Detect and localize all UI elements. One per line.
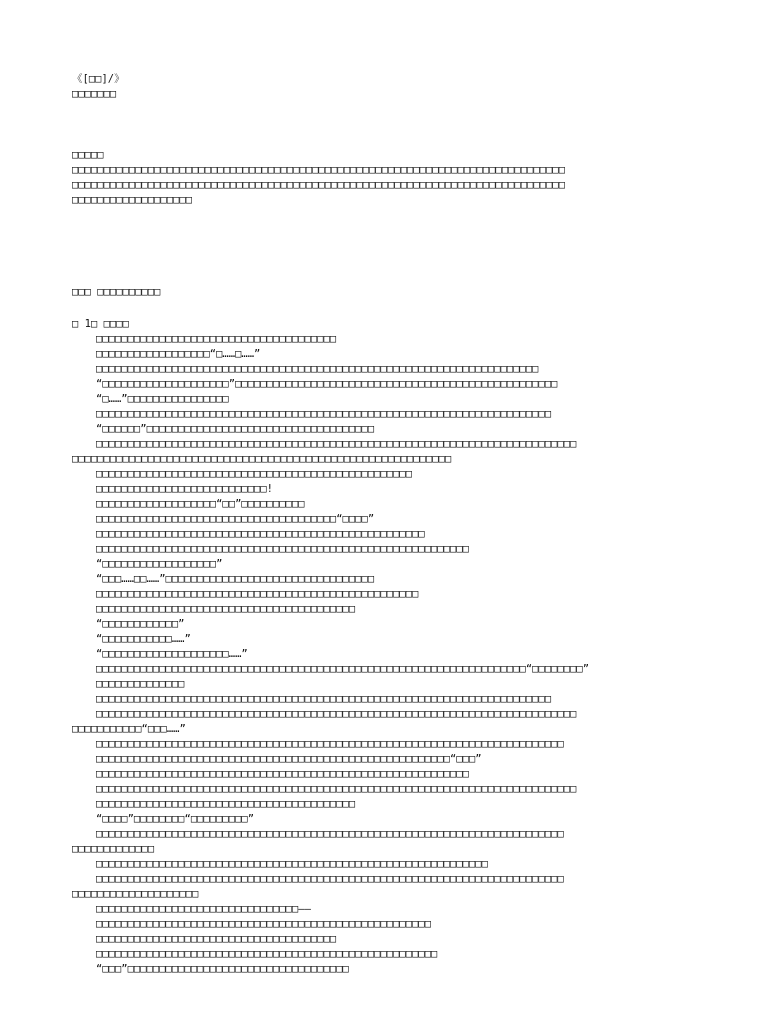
paragraph-line: □□□□□□□□□□□□□□□□□□“□……□……” xyxy=(96,348,261,360)
intro-line: □□□□□□□□□□□□□□□□□□□□□□□□□□□□□□□□□□□□□□□□□□□□□□□□□□□□□□□□□□□□□□□□□□□□□□□□□□□□□□ xyxy=(72,179,566,191)
paragraph-line: □□□□□□□□□□□□□□□□□□□□□□□□□□□□□□□□□□□□□□□□□□□□□□□□□□□□ xyxy=(96,528,425,540)
paragraph-line: “□□□□”□□□□□□□□“□□□□□□□□□” xyxy=(96,813,255,825)
paragraph-line: “□□□□□□□□□□□□□□□□□□” xyxy=(96,558,223,570)
paragraph-line: □□□□□□□□□□□□□□□□□□□□□□□□□□□! xyxy=(96,483,274,495)
paragraph-line: “□□□□□□”□□□□□□□□□□□□□□□□□□□□□□□□□□□□□□□□□□□□ xyxy=(96,423,375,435)
paragraph-line: □□□□□□□□□□□□□□□□□□□□□□□□□□□□□□□□□□□□□□□□□□□□□□□□□□□□□□□□□□□□□□□□□□□□□□ xyxy=(96,363,539,375)
intro-body xyxy=(72,163,700,208)
paragraph-line: □□□□□□□□□□□□□□□□□□□“□□”□□□□□□□□□□ xyxy=(96,498,305,510)
paragraph-line: □□□□□□□□□□□□□□□□□□□□□□□□□□□□□□□□□□□□□□□□□□□□□□□□□□□ xyxy=(96,588,419,600)
paragraph-line: □□□□□□□□□□□□□□□□□□□□□□□□□□□□□□□□□□□□□□□□□ xyxy=(96,798,356,810)
paragraph-line: □□□□□□□□□□□□□□□□□□□□□□□□□□□□□□□□□□□□□□□□□□□□□□□□□□□□□□□□□□□□□□□□□□□□□□□□□□□□ xyxy=(96,708,577,720)
paragraph-line: □□□□□□□□□□□□□□□□□□□□□□□□□□□□□□□□□□□□□□□□□□□□□□□□□□□□□□□□□□□□□□□□□□□□□□□□□□ xyxy=(96,828,564,840)
paragraph-line: “□□□□□□□□□□□□” xyxy=(96,618,185,630)
paragraph-line: □□□□□□□□□□□□□□□□□□□□□□□□□□□□□□□□□□□□□□ xyxy=(96,933,337,945)
paragraph-line: □□□□□□□□□□□□□□□□□□□□□□□□□□□□□□□□□□□□□□□□□ xyxy=(96,603,356,615)
intro-line: □□□□□□□□□□□□□□□□□□□ xyxy=(72,194,193,206)
paragraph-line: □□□□□□□□□□□□□□□□□□□□□□□□□□□□□□□□□□□□□□□□□□□□□□□□□□□□□□□□□□□□□□□□□□□□□□□□□□□□ xyxy=(96,438,577,450)
chapter-heading: □ 1□ □□□□ xyxy=(72,318,129,330)
paragraph-line: □□□□□□□□□□□□□□□□□□□□□□□□□□□□□□□□—— xyxy=(96,903,311,915)
paragraph-line: □□□□□□□□□□□□□□□□□□□□□□□□□□□□□□□□□□□□□□“□□□□” xyxy=(96,513,375,525)
intro-line: □□□□□□□□□□□□□□□□□□□□□□□□□□□□□□□□□□□□□□□□□□□□□□□□□□□□□□□□□□□□□□□□□□□□□□□□□□□□□□ xyxy=(72,164,566,176)
toc-line: □□□ □□□□□□□□□□ xyxy=(72,286,161,298)
paragraph-line: □□□□□□□□□□□□□□□□□□□□□□□□□□□□□□□□□□□□□□□□□□□□□□□□□□□□□□□□□□□□□□□□□□□□□□□□□□ xyxy=(96,873,564,885)
paragraph-line: □□□□□□□□□□□□□ xyxy=(72,843,155,855)
document-title: 《[□□]/》 xyxy=(72,73,125,85)
paragraph-line: □□□□□□□□□□□□□□□□□□□□□□□□□□□□□□□□□□□□□□□□□□□□□□□□□□□□□□□□□□□□□□□□□□□□□□□□ xyxy=(96,693,552,705)
paragraph-line: “□□□”□□□□□□□□□□□□□□□□□□□□□□□□□□□□□□□□□□□ xyxy=(96,963,349,975)
paragraph-line: □□□□□□□□□□□□□□□□□□□□□□□□□□□□□□□□□□□□□□□□□□□□□□□□□□□□□□□□□□□□ xyxy=(72,453,452,465)
paragraph-line: □□□□□□□□□□□□□□□□□□□□□□□□□□□□□□□□□□□□□□□□□□□□□□□□□□□□□□□□□□□□□□ xyxy=(96,858,488,870)
paragraph-line: □□□□□□□□□□□□□□□□□□□□□□□□□□□□□□□□□□□□□□□□□□□□□□□□□□□□□□□□□□□ xyxy=(96,768,469,780)
paragraph-line: □□□□□□□□□□□□□□□□□□□□□□□□□□□□□□□□□□□□□□□□□□□□□□□□□□□□□□ xyxy=(96,948,438,960)
chapter-body xyxy=(72,332,700,977)
paragraph-line: □□□□□□□□□□□□□□□□□□□□ xyxy=(72,888,199,900)
paragraph-line: “□□□□□□□□□□□□□□□□□□□□……” xyxy=(96,648,248,660)
paragraph-line: □□□□□□□□□□□□□□□□□□□□□□□□□□□□□□□□□□□□□□□□□□□□□□□□□□□□□ xyxy=(96,918,432,930)
paragraph-line: □□□□□□□□□□□□□□□□□□□□□□□□□□□□□□□□□□□□□□□□□□□□□□□□□□□□□□□□□□□□□□□□□□□□□□□□ xyxy=(96,408,552,420)
document-page xyxy=(72,72,700,977)
paragraph-line: □□□□□□□□□□□□□□□□□□□□□□□□□□□□□□□□□□□□□□ xyxy=(96,333,337,345)
paragraph-line: “□……”□□□□□□□□□□□□□□□□ xyxy=(96,393,229,405)
paragraph-line: “□□□□□□□□□□□……” xyxy=(96,633,191,645)
paragraph-line: “□□□……□□……”□□□□□□□□□□□□□□□□□□□□□□□□□□□□□□□□□ xyxy=(96,573,375,585)
paragraph-line: □□□□□□□□□□□□□□ xyxy=(96,678,185,690)
paragraph-line: “□□□□□□□□□□□□□□□□□□□□”□□□□□□□□□□□□□□□□□□□□□□□□□□□□□□□□□□□□□□□□□□□□□□□□□□□ xyxy=(96,378,558,390)
paragraph-line: □□□□□□□□□□□□□□□□□□□□□□□□□□□□□□□□□□□□□□□□□□□□□□□□□□ xyxy=(96,468,413,480)
paragraph-line: □□□□□□□□□□□□□□□□□□□□□□□□□□□□□□□□□□□□□□□□□□□□□□□□□□□□□□□□□□□□□□□□□□□□“□□□□□□□□” xyxy=(96,663,590,675)
paragraph-line: □□□□□□□□□□□□□□□□□□□□□□□□□□□□□□□□□□□□□□□□□□□□□□□□□□□□□□□□□□□□□□□□□□□□□□□□□□ xyxy=(96,738,564,750)
paragraph-line: □□□□□□□□□□□“□□□……” xyxy=(72,723,186,735)
paragraph-line: □□□□□□□□□□□□□□□□□□□□□□□□□□□□□□□□□□□□□□□□□□□□□□□□□□□□□□□□“□□□” xyxy=(96,753,482,765)
document-subtitle: □□□□□□□ xyxy=(72,88,117,100)
intro-heading: □□□□□ xyxy=(72,149,104,161)
paragraph-line: □□□□□□□□□□□□□□□□□□□□□□□□□□□□□□□□□□□□□□□□□□□□□□□□□□□□□□□□□□□ xyxy=(96,543,469,555)
paragraph-line: □□□□□□□□□□□□□□□□□□□□□□□□□□□□□□□□□□□□□□□□□□□□□□□□□□□□□□□□□□□□□□□□□□□□□□□□□□□□ xyxy=(96,783,577,795)
